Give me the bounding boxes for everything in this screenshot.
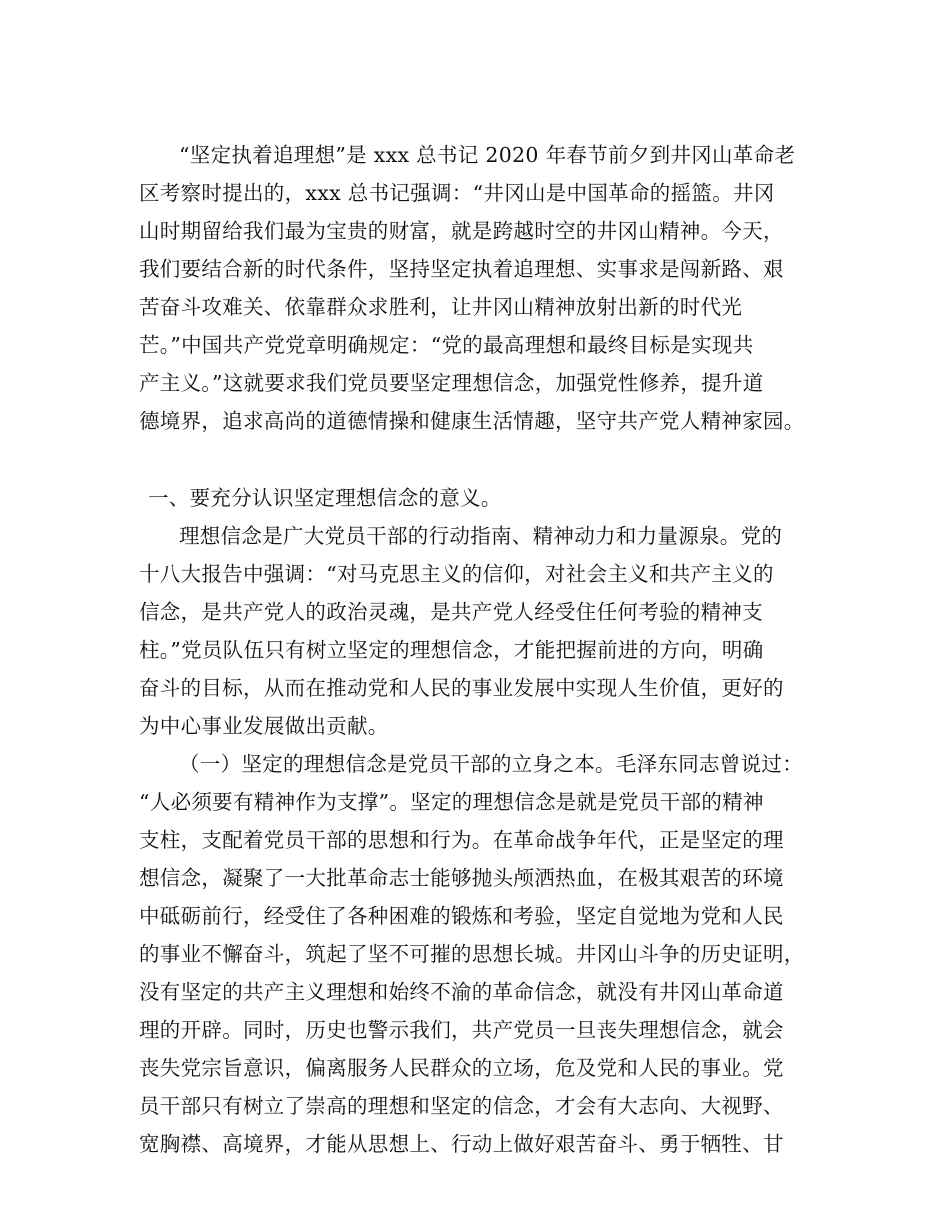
section1-line-2: 十八大报告中强调：“对马克思主义的信仰，对社会主义和共产主义的: [139, 562, 774, 586]
subsection1-line-6: 的事业不懈奋斗，筑起了坚不可摧的思想长城。井冈山斗争的历史证明，: [139, 942, 805, 966]
section1-line-6: 为中心事业发展做出贡献。: [139, 714, 389, 738]
intro-line-2: 区考察时提出的，xxx 总书记强调：“井冈山是中国革命的摇篮。井冈: [139, 181, 775, 205]
intro-line-4: 我们要结合新的时代条件，坚持坚定执着追理想、实事求是闯新路、艰: [139, 257, 784, 281]
subsection1-line-11: 宽胸襟、高境界，才能从思想上、行动上做好艰苦奋斗、勇于牺牲、甘: [139, 1132, 784, 1156]
subsection1-line-10: 员干部只有树立了崇高的理想和坚定的信念，才会有大志向、大视野、: [139, 1094, 784, 1118]
intro-line-8: 德境界，追求高尚的道德情操和健康生活情趣，坚守共产党人精神家园。: [139, 409, 805, 433]
subsection1-line-1: （一）坚定的理想信念是党员干部的立身之本。毛泽东同志曾说过：: [179, 752, 803, 776]
subsection1-line-2: “人必须要有精神作为支撑”。坚定的理想信念是就是党员干部的精神: [139, 790, 764, 814]
intro-line-3: 山时期留给我们最为宝贵的财富，就是跨越时空的井冈山精神。今天，: [139, 219, 784, 243]
section-heading: 一、要充分认识坚定理想信念的意义。: [148, 486, 502, 510]
subsection1-line-7: 没有坚定的共产主义理想和始终不渝的革命信念，就没有井冈山革命道: [139, 980, 784, 1004]
subsection1-line-8: 理的开辟。同时，历史也警示我们，共产党员一旦丧失理想信念，就会: [139, 1018, 784, 1042]
section1-line-3: 信念，是共产党人的政治灵魂，是共产党人经受住任何考验的精神支: [139, 600, 763, 624]
section1-line-5: 奋斗的目标，从而在推动党和人民的事业发展中实现人生价值，更好的: [139, 676, 784, 700]
intro-line-5: 苦奋斗攻难关、依靠群众求胜利，让井冈山精神放射出新的时代光: [139, 295, 743, 319]
subsection1-line-4: 想信念，凝聚了一大批革命志士能够抛头颅洒热血，在极其艰苦的环境: [139, 866, 784, 890]
intro-line-7: 产主义。”这就要求我们党员要坚定理想信念，加强党性修养，提升道: [139, 371, 764, 395]
intro-line-6: 芒。”中国共产党党章明确规定：“党的最高理想和最终目标是实现共: [139, 333, 754, 357]
section1-line-1: 理想信念是广大党员干部的行动指南、精神动力和力量源泉。党的: [179, 524, 783, 548]
intro-line-1: “坚定执着追理想”是 xxx 总书记 2020 年春节前夕到井冈山革命老: [179, 143, 796, 167]
subsection1-line-3: 支柱，支配着党员干部的思想和行为。在革命战争年代，正是坚定的理: [139, 828, 784, 852]
subsection1-line-9: 丧失党宗旨意识，偏离服务人民群众的立场，危及党和人民的事业。党: [139, 1056, 784, 1080]
section1-line-4: 柱。”党员队伍只有树立坚定的理想信念，才能把握前进的方向，明确: [139, 638, 764, 662]
subsection1-line-5: 中砥砺前行，经受住了各种困难的锻炼和考验，坚定自觉地为党和人民: [139, 904, 784, 928]
